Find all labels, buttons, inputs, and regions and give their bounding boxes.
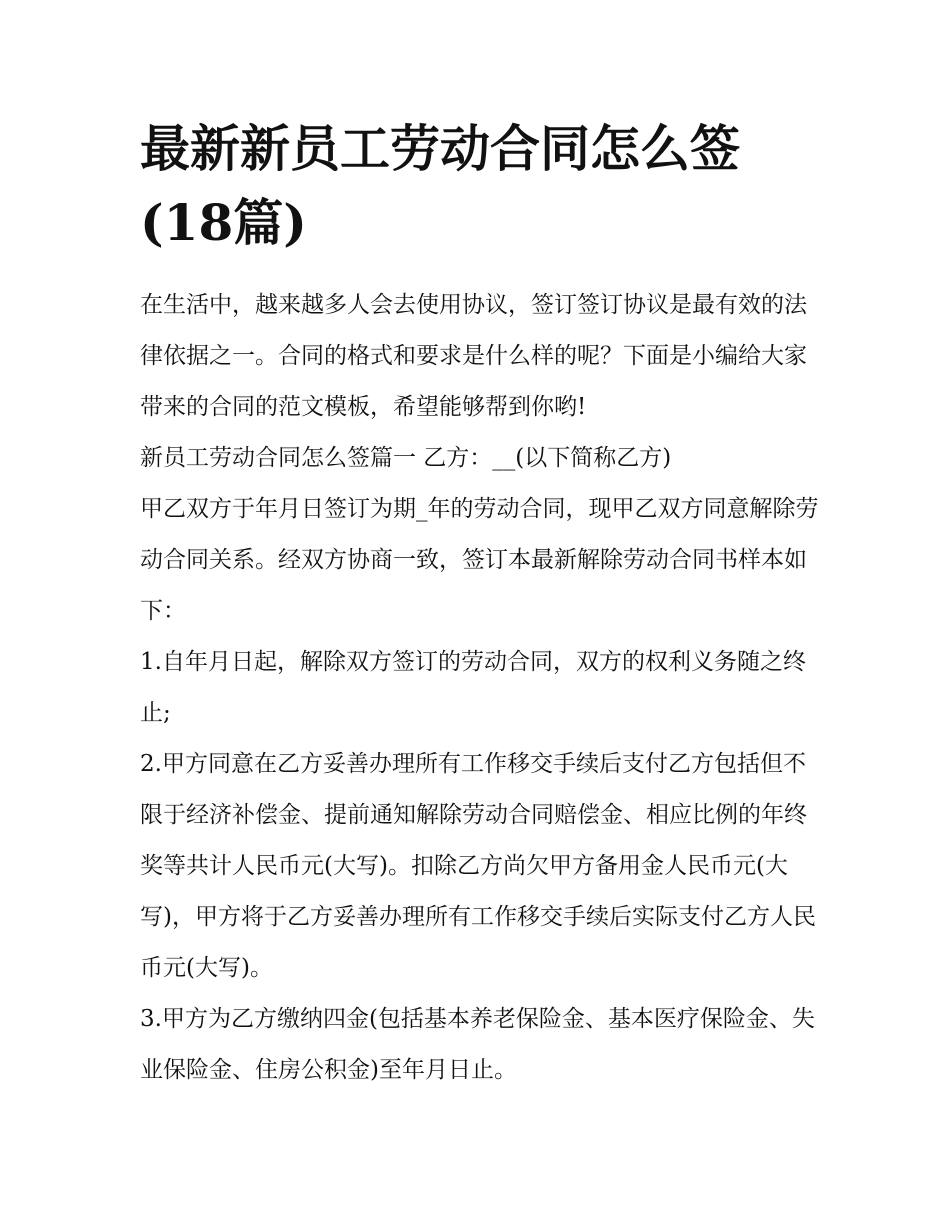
intro-paragraph: 在生活中，越来越多人会去使用协议，签订签订协议是最有效的法律依据之一。合同的格式和要求是什么样的呢？下面是小编给大家带来的合同的范文模板，希望能够帮到你哟!	[140, 292, 807, 420]
clause-1-paragraph: 1.自年月日起，解除双方签订的劳动合同，双方的权利义务随之终止;	[140, 649, 806, 726]
document-title: 最新新员工劳动合同怎么签(18篇)	[140, 119, 740, 252]
clause-3-paragraph: 3.甲方为乙方缴纳四金(包括基本养老保险金、基本医疗保险金、失业保险金、住房公积金)至年月日止。	[140, 1006, 815, 1083]
document-body	[140, 280, 820, 1096]
agreement-paragraph: 甲乙双方于年月日签订为期_年的劳动合同，现甲乙双方同意解除劳动合同关系。经双方协商一致，签订本最新解除劳动合同书样本如下：	[140, 496, 819, 624]
section-heading-paragraph: 新员工劳动合同怎么签篇一 乙方：__(以下简称乙方)	[140, 445, 672, 471]
clause-2-paragraph: 2.甲方同意在乙方妥善办理所有工作移交手续后支付乙方包括但不限于经济补偿金、提前通知解除劳动合同赔偿金、相应比例的年终奖等共计人民币元(大写)。扣除乙方尚欠甲方备用金人民币元(大写)，甲方将于乙方妥善办理所有工作移交手续后实际支付乙方人民币元(大写)。	[140, 751, 816, 981]
